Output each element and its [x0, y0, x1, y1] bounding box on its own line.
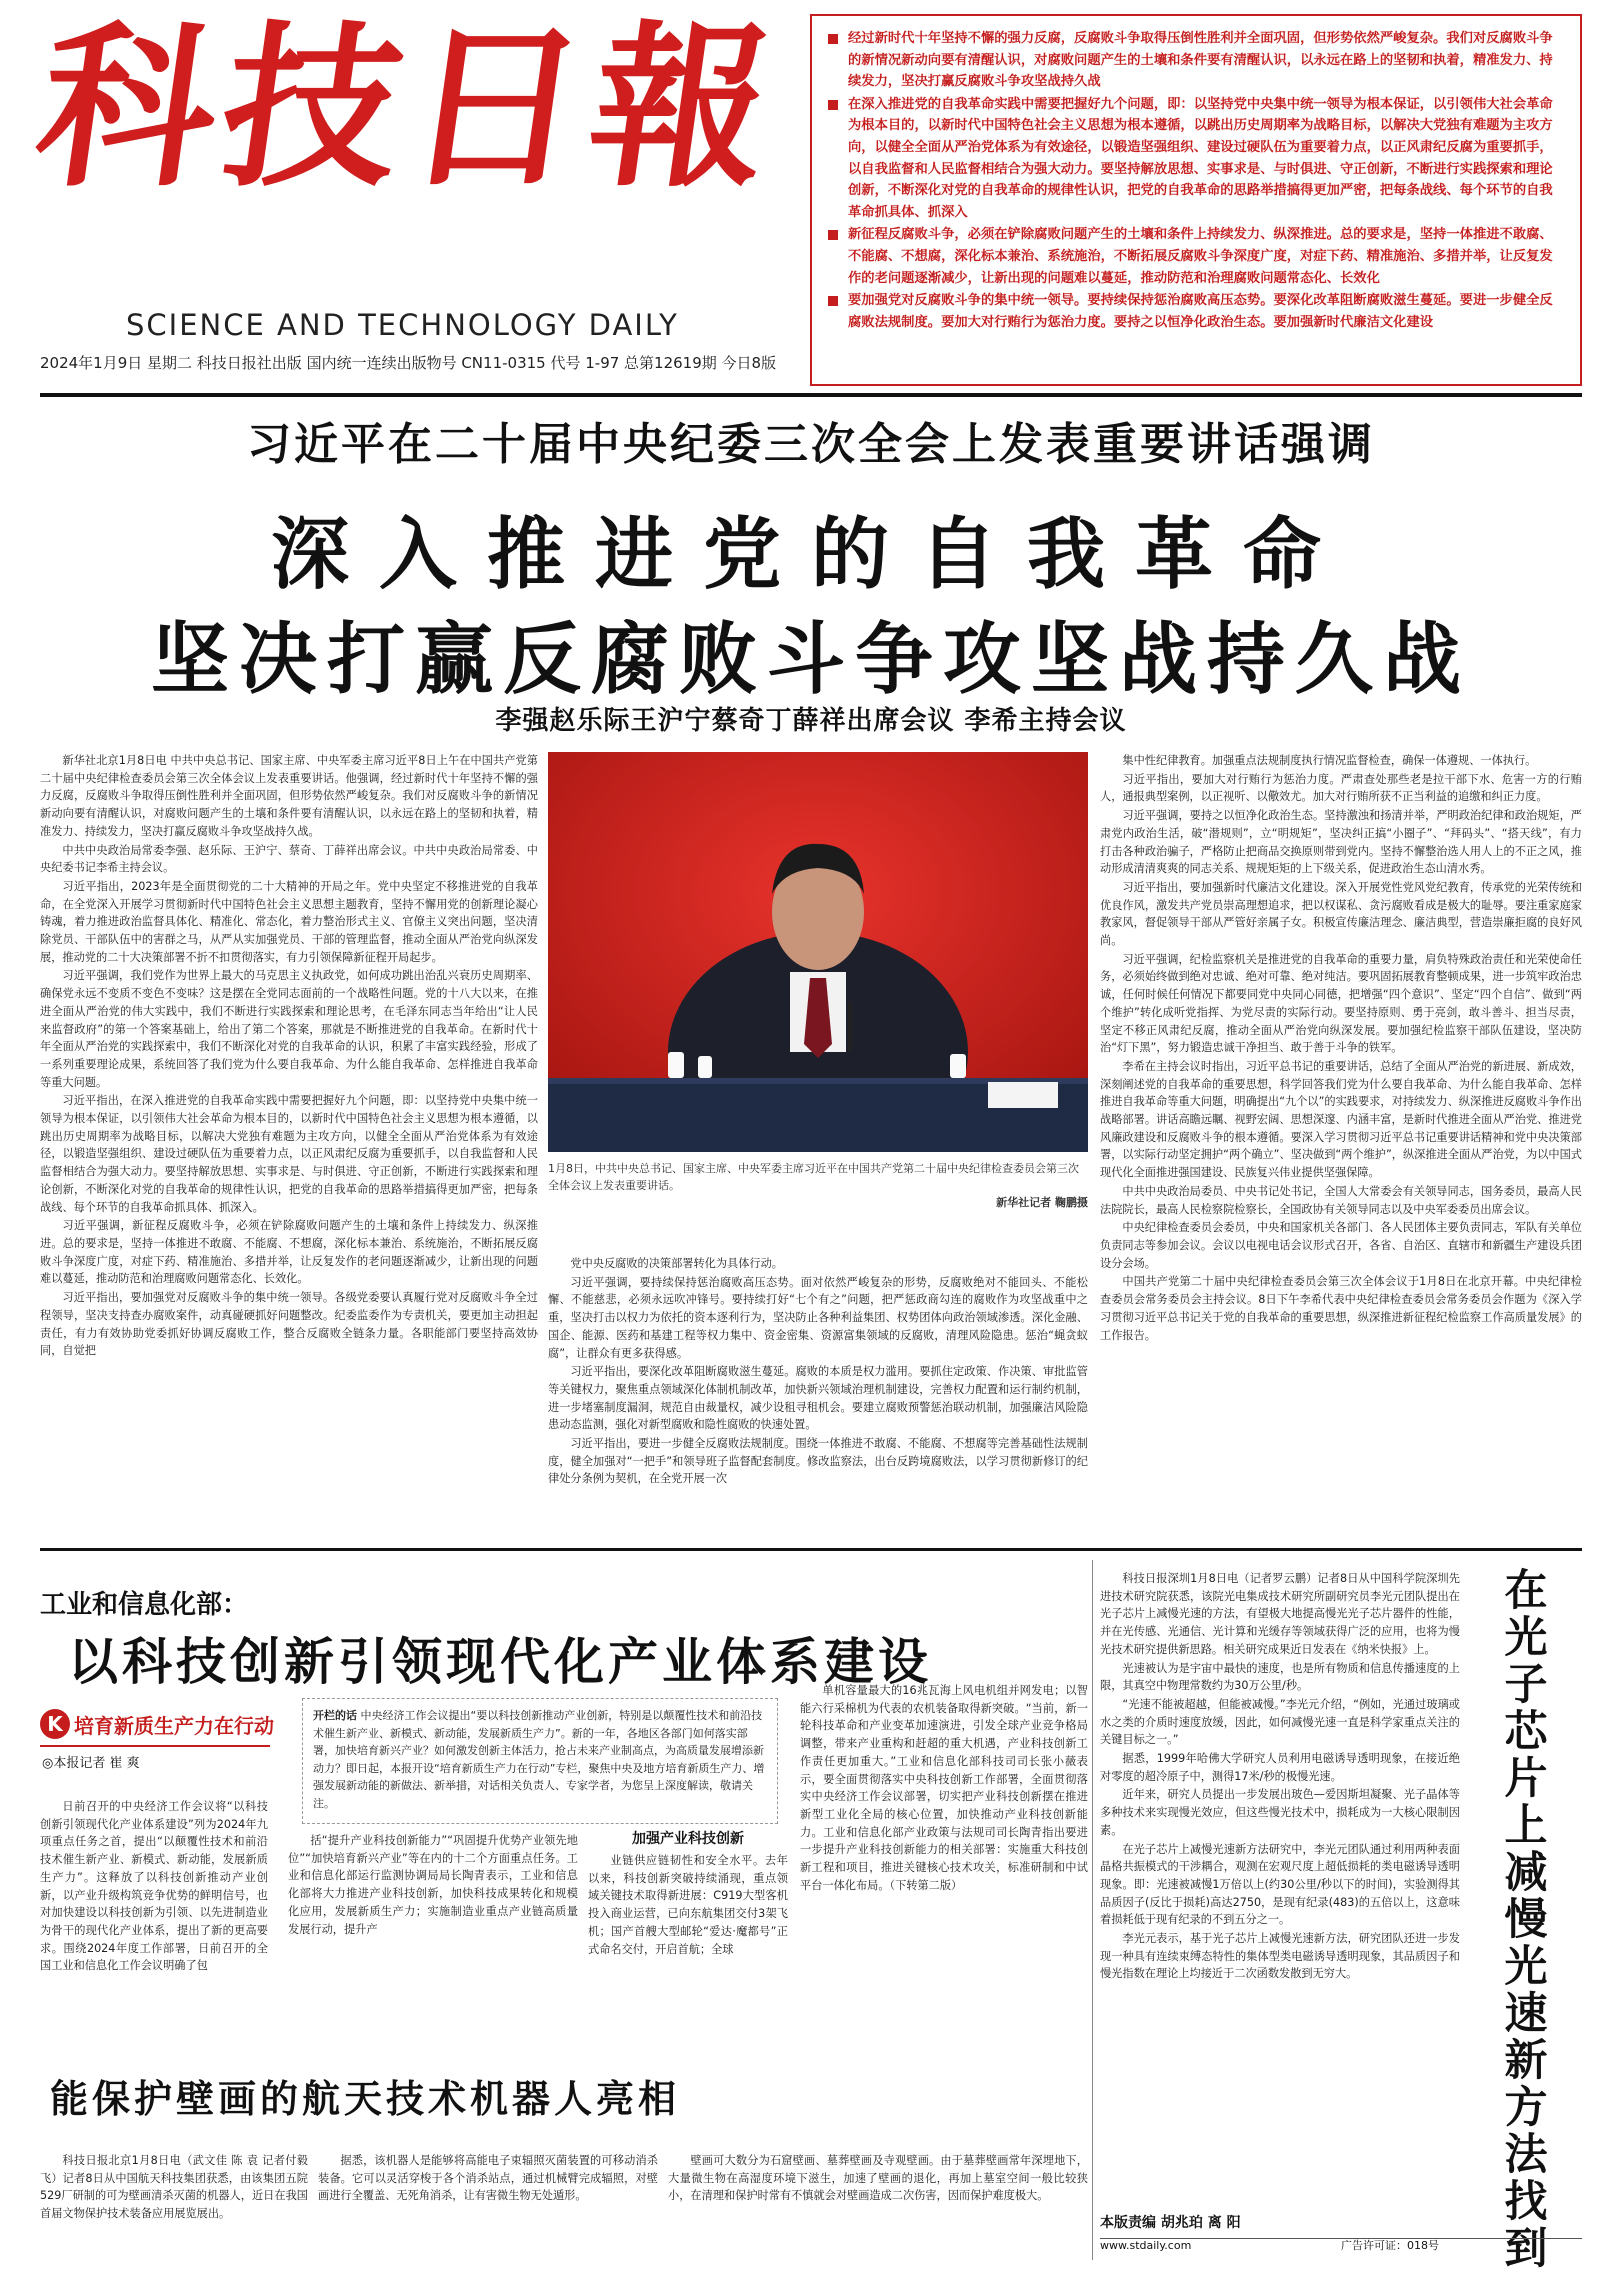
page-editor-credit: 本版责编 胡兆珀 离 阳 [1100, 2215, 1241, 2231]
paragraph: 习近平指出，要加强新时代廉洁文化建设。深入开展党性党风党纪教育，传承党的光荣传统和优良作风，激发共产党员崇高理想追求，把以权谋私、贪污腐败看成是极大的耻辱。要注重家庭家教家风，督促领导干部从严管好亲属子女。积极宣传廉洁理念、廉洁典型，营造崇廉拒腐的良好风尚。 [1100, 880, 1582, 948]
headline-char: 找 [1504, 2177, 1548, 2227]
column-tag-text: 培育新质生产力在行动 [74, 1713, 274, 1738]
photo-caption [548, 1160, 1088, 1252]
headline-char: 法 [1504, 2130, 1548, 2180]
headline-char: 上 [1504, 1801, 1548, 1851]
speaker-photo-illustration [548, 752, 1088, 1152]
story3-column-3 [668, 2152, 1088, 2260]
story2-kicker: 工业和信息化部： [40, 1590, 249, 1620]
paragraph: 新华社北京1月8日电 中共中央总书记、国家主席、中央军委主席习近平8日上午在中国共产党第二十届中央纪律检查委员会第三次全体会议上发表重要讲话。他强调，经过新时代十年坚持不懈的强力反腐，反腐败斗争取得压倒性胜利并全面巩固，但形势依然严峻复杂。我们对反腐败斗争的新情况新动向要有清醒认识，对腐败问题产生的土壤和条件要有清醒认识，以永远在路上的坚韧和执着，精准发力、持续发力，坚决打赢反腐败斗争攻坚战持久战。 [40, 754, 538, 838]
story4-vertical-headline [1470, 1568, 1582, 2273]
story3-column-1 [40, 2152, 308, 2260]
paragraph: 括“提升产业科技创新能力”“巩固提升优势产业领先地位”“加快培育新兴产业”等在内的十二个方面重点任务。工业和信息化部运行监测协调局局长陶青表示，工业和信息化部将大力推进产业科技创新，加快科技成果转化和规模化应用，发展新质生产力；实施制造业重点产业链高质量发展行动，提升产 [288, 1834, 578, 1936]
headline-char: 慢 [1504, 1895, 1548, 1945]
column-divider [1092, 1560, 1093, 2260]
tag-underline [40, 1745, 270, 1747]
paragraph: 据悉，该机器人是能够将高能电子束辐照灭菌装置的可移动消杀装备。它可以灵活穿梭于各个消杀站点，通过机械臂完成辐照，对壁画进行全覆盖、无死角消杀，让有害微生物无处遁形。 [318, 2154, 658, 2203]
paragraph: 业链供应链韧性和安全水平。去年以来，科技创新突破持续涌现，重点领域关键技术取得新进展：C919大型客机投入商业运营，已向东航集团交付3架飞机；国产首艘大型邮轮“爱达·魔都号”正式命名交付，开启首航；全球 [588, 1854, 788, 1956]
summary-item: 要加强党对反腐败斗争的集中统一领导。要持续保持惩治腐败高压态势。要深化改革阻断腐败滋生蔓延。要进一步健全反腐败法规制度。要加大对行贿行为惩治力度。要持之以恒净化政治生态。要加强新时代廉洁文化建设 [826, 290, 1566, 333]
summary-item: 经过新时代十年坚持不懈的强力反腐，反腐败斗争取得压倒性胜利并全面巩固，但形势依然严峻复杂。我们对反腐败斗争的新情况新动向要有清醒认识，对腐败问题产生的土壤和条件要有清醒认识，以永远在路上的坚韧和执着，精准发力、持续发力，坚决打赢反腐败斗争攻坚战持久战 [826, 28, 1566, 93]
paragraph: 单机容量最大的16兆瓦海上风电机组并网发电；以智能六行采棉机为代表的农机装备取得新突破。“当前，新一轮科技革命和产业变革加速演进，引发全球产业竞争格局调整，带来产业重构和赶超的重大机遇，产业科技创新工作责任更加重大。”工业和信息化部科技司司长张小薇表示，要全面贯彻落实中央科技创新工作部署，全面贯彻落实中央经济工作会议部署，切实把产业科技创新摆在推进新型工业化全局的核心位置，加快推动产业科技创新能力。工业和信息化部产业政策与法规司司长陶青指出要进一步提升产业科技创新能力的相关部署：实施重大科技创新工程和项目，推进关键核心技术攻关，标准研制和中试平台一体化布局。（下转第二版） [800, 1684, 1088, 1892]
footer-ad-license: 广告许可证：018号 [1341, 2239, 1439, 2252]
paragraph: 中共中央政治局常委李强、赵乐际、王沪宁、蔡奇、丁薛祥出席会议。中共中央政治局常委、中央纪委书记李希主持会议。 [40, 843, 538, 875]
story2-column-1 [40, 1798, 268, 2050]
paragraph: 据悉，1999年哈佛大学研究人员利用电磁诱导透明现象，在接近绝对零度的超冷原子中，测得17米/秒的极慢光速。 [1100, 1752, 1460, 1783]
paragraph: 习近平强调，要持续保持惩治腐败高压态势。面对依然严峻复杂的形势，反腐败绝对不能回头、不能松懈、不能慈悲，必须永远吹冲锋号。要持续打好“七个有之”问题，把严惩政商勾连的腐败作为攻坚战重中之重，坚决打击以权力为依托的资本逐利行为，坚决防止各种利益集团、权势团体向政治领域渗透。深化金融、国企、能源、医药和基建工程等权力集中、资金密集、资源富集领域的反腐败，清理风险隐患。惩治“蝇贪蚁腐”，让群众有更多获得感。 [548, 1275, 1088, 1360]
section-divider [40, 1548, 1582, 1551]
headline-char: 方 [1504, 2083, 1548, 2133]
summary-item: 在深入推进党的自我革命实践中需要把握好九个问题，即：以坚持党中央集中统一领导为根本保证，以引领伟大社会革命为根本目的，以新时代中国特色社会主义思想为根本遵循，以跳出历史周期率为战略目标，以解决大党独有难题为主攻方向，以健全全面从严治党体系为有效途径，以锻造坚强组织、建设过硬队伍为重要着力点，以正风肃纪反腐为重要抓手，以自我监督和人民监督相结合为强大动力。要坚持解放思想、实事求是、与时俱进、守正创新，不断进行实践探索和理论创新，不断深化对党的自我革命的规律性认识，把党的自我革命的思路举措搞得更加严密，把每条战线、每个环节的自我革命抓具体、抓深入 [826, 94, 1566, 224]
paragraph: 习近平指出，要加大对行贿行为惩治力度。严肃查处那些老是拉干部下水、危害一方的行贿人，通报典型案例，以正视听、以儆效尤。加大对行贿所获不正当利益的追缴和纠正力度。 [1100, 772, 1582, 804]
lead-column-1 [40, 752, 538, 1530]
paragraph: 中共中央政治局委员、中央书记处书记，全国人大常委会有关领导同志，国务委员，最高人民法院院长，最高人民检察院检察长，全国政协有关领导同志以及中央军委委员出席会议。 [1100, 1184, 1582, 1216]
story2-column-3 [588, 1852, 788, 2050]
headline-char: 子 [1504, 1660, 1548, 1710]
paragraph: 习近平强调，我们党作为世界上最大的马克思主义执政党，如何成功跳出治乱兴衰历史周期率、确保党永远不变质不变色不变味？这是摆在全党同志面前的一个战略性问题。党的十八大以来，在推进全面从严治党的伟大实践中，我们不断进行实践探索和理论思考，在毛泽东同志当年给出“让人民来监督政府”的第一个答案基础上，给出了第二个答案，那就是不断推进党的自我革命。在新时代十年全面从严治党的实践探索中，我们不断深化对党的自我革命的认识，积累了丰富实践经验，形成了一系列重要理论成果，系统回答了我们党为什么要自我革命、为什么能自我革命、怎样推进自我革命等重大问题。 [40, 969, 538, 1089]
summary-item: 新征程反腐败斗争，必须在铲除腐败问题产生的土壤和条件上持续发力、纵深推进。总的要求是，坚持一体推进不敢腐、不能腐、不想腐，深化标本兼治、系统施治，不断拓展反腐败斗争深度广度，对症下药、精准施治、多措并举，让反复发作的老问题逐渐减少，让新出现的问题难以蔓延，推动防范和治理腐败问题常态化、长效化 [826, 224, 1566, 289]
paragraph: 党中央反腐败的决策部署转化为具体行动。 [570, 1257, 783, 1270]
paragraph: 中国共产党第二十届中央纪律检查委员会第三次全体会议于1月8日在北京开幕。中央纪律检查委员会常务委员会主持会议。8日下午李希代表中央纪律检查委员会常务委员会作题为《深入学习贯彻习近平总书记关于党的自我革命的重要思想，纵深推进新征程纪检监察工作高质量发展》的工作报告。 [1100, 1275, 1582, 1342]
footer-info [1100, 2238, 1582, 2269]
english-title: SCIENCE AND TECHNOLOGY DAILY [126, 308, 679, 342]
paragraph: 科技日报北京1月8日电（武文佳 陈 袁 记者付毅飞）记者8日从中国航天科技集团获悉，由该集团五院529厂研制的可为壁画清杀灭菌的机器人，近日在我国首届文物保护技术装备应用展览展出。 [40, 2154, 308, 2221]
paragraph: “光速不能被超越，但能被减慢。”李光元介绍，“例如，光通过玻璃或水之类的介质时速度放缓，因此，如何减慢光速一直是科学家重点关注的关键目标之一。” [1100, 1697, 1460, 1747]
paragraph: 习近平强调，要持之以恒净化政治生态。坚持激浊和扬清并举，严明政治纪律和政治规矩，严肃党内政治生活，破“潜规则”，立“明规矩”，坚决纠正搞“小圈子”、“拜码头”、“搭天线”，有力打击各种政治骗子，严格防止把商品交换原则带到党内。坚持不懈整治选人用人上的不正之风，推动形成清清爽爽的同志关系、规规矩矩的上下级关系，促进政治生态山清水秀。 [1100, 809, 1582, 876]
story2-column-4 [800, 1682, 1088, 2052]
paragraph: 习近平强调，新征程反腐败斗争，必须在铲除腐败问题产生的土壤和条件上持续发力、纵深推进。总的要求是，坚持一体推进不敢腐、不能腐、不想腐，深化标本兼治、系统施治，不断拓展反腐败斗争深度广度，对症下药、精准施治、多措并举，让反复发作的老问题逐渐减少，让新出现的问题难以蔓延，推动防范和治理腐败问题常态化、长效化。 [40, 1219, 538, 1286]
headline-char: 新 [1504, 2036, 1548, 2086]
paragraph: 集中性纪律教育。加强重点法规制度执行情况监督检查，确保一体遵规、一体执行。 [1122, 754, 1537, 767]
paragraph: 李希在主持会议时指出，习近平总书记的重要讲话，总结了全面从严治党的新进展、新成效，深刻阐述党的自我革命的重要思想，科学回答我们党为什么要自我革命、为什么能自我革命、怎样推进自我革命等重大问题，明确提出“九个以”的实践要求，对持续发力、纵深推进反腐败斗争作出战略部署。讲话高瞻远瞩、视野宏阔、思想深邃、内涵丰富，是新时代推进全面从严治党、推进党风廉政建设和反腐败斗争的根本遵循。要深入学习贯彻习近平总书记重要讲话精神和党中央决策部署，以实际行动坚定拥护“两个确立”、坚决做到“两个维护”，纵深推进全面从严治党，为以中国式现代化全面推进强国建设、民族复兴伟业提供坚强保障。 [1100, 1059, 1582, 1180]
lead-headline-2: 坚决打赢反腐败斗争攻坚战持久战 [150, 615, 1471, 705]
lead-column-3 [1100, 752, 1582, 1534]
paragraph: 习近平指出，在深入推进党的自我革命实践中需要把握好九个问题，即：以坚持党中央集中统一领导为根本保证，以引领伟大社会革命为根本目的，以新时代中国特色社会主义思想为根本遵循，以跳出历史周期率为战略目标，以解决大党独有难题为主攻方向，以健全全面从严治党体系为有效途径，以锻造坚强组织、建设过硬队伍为重要着力点，以正风肃纪反腐为重要抓手，以自我监督和人民监督相结合为强大动力。要坚持解放思想、实事求是、与时俱进、守正创新，不断进行实践探索和理论创新，不断深化对党的自我革命的规律性认识，把党的自我革命的思路举措搞得更加严密，把每条战线、每个环节的自我革命抓具体、抓深入。 [40, 1094, 538, 1214]
lead-headline-1: 深入推进党的自我革命 [270, 510, 1351, 600]
k-badge-icon: K [40, 1709, 70, 1739]
headline-char: 速 [1504, 1989, 1548, 2039]
lead-kicker: 习近平在二十届中央纪委三次全会上发表重要讲话强调 [247, 419, 1375, 470]
story2-subsection-title: 加强产业科技创新 [632, 1831, 744, 1847]
issue-meta: 2024年1月9日 星期二 科技日报社出版 国内统一连续出版物号 CN11-0315 代号 1-97 总第12619期 今日8版 [40, 354, 777, 372]
paragraph: 在光子芯片上减慢光速新方法研究中，李光元团队通过利用两种表面晶格共振模式的干涉耦合，观测在宏观尺度上超低损耗的类电磁诱导透明现象。即：光速被减慢1万倍以上(约30公里/秒以下的时间)，实验测得其品质因子(反比于损耗)高达2750，是现有纪录(483)的五倍以上，这意味着损耗低于现有纪录的不到五分之一。 [1100, 1842, 1460, 1927]
story3-column-2 [318, 2152, 658, 2260]
story2-column-2 [288, 1832, 578, 2050]
lead-subhead: 李强赵乐际王沪宁蔡奇丁薛祥出席会议 李希主持会议 [495, 706, 1127, 736]
paragraph: 中央纪律检查委员会委员，中央和国家机关各部门、各人民团体主要负责同志，军队有关单位负责同志等参加会议。会议以电视电话会议形式召开，各省、自治区、直辖市和新疆生产建设兵团设分会场。 [1100, 1221, 1582, 1270]
headline-char: 光 [1504, 1613, 1548, 1663]
masthead-rule [40, 393, 1582, 397]
headline-char: 到 [1504, 2224, 1548, 2274]
story4-body [1100, 1570, 1460, 2210]
masthead-logo [25, 4, 791, 211]
paragraph: 壁画可大数分为石窟壁画、墓葬壁画及寺观壁画。由于墓葬壁画常年深埋地下，大量微生物在高湿度环境下滋生，加速了壁画的退化，再加上墓室空间一般比较狭小，在清理和保护时常有不慎就会对壁画造成二次伤害，因而保护难度极大。 [668, 2154, 1088, 2203]
footer-website[interactable]: www.stdaily.com [1100, 2239, 1192, 2252]
summary-box [810, 14, 1582, 386]
headline-char: 光 [1504, 1942, 1548, 1992]
paragraph: 日前召开的中央经济工作会议将“以科技创新引领现代化产业体系建设”列为2024年九项重点任务之首，提出“以颠覆性技术和前沿技术催生新产业、新模式、新动能，发展新质生产力”。这释放了以科技创新推动产业创新，以产业升级构筑竞争优势的鲜明信号，也对加快建设以科技创新为引领、以先进制造业为骨干的现代化产业体系，提出了新的更高要求。围绕2024年度工作部署，日前召开的全国工业和信息化工作会议明确了包 [40, 1800, 268, 1973]
photo-credit: 新华社记者 鞠鹏摄 [996, 1196, 1088, 1209]
paragraph: 近年来，研究人员提出一步发展出玻色—爱因斯坦凝聚、光子晶体等多种技术来实现慢光效应，但这些慢光技术中，损耗成为一大核心限制因素。 [1100, 1788, 1460, 1837]
column-tag [40, 1707, 274, 1741]
paragraph: 习近平强调，纪检监察机关是推进党的自我革命的重要力量，肩负特殊政治责任和光荣使命任务，必须始终做到绝对忠诚、绝对可靠、绝对纯洁。要巩固拓展教育整顿成果，进一步筑牢政治忠诚，任何时候任何情况下都要同党中央同心同德，把增强“四个意识”、坚定“四个自信”、做到“两个维护”转化成听党指挥、为党尽责的实际行动。要坚持原则、勇于亮剑，敢斗善斗、担当尽责，坚定不移正风肃纪反腐，推动全面从严治党向纵深发展。要加强纪检监察干部队伍建设，坚决防治“灯下黑”，努力锻造忠诚干净担当、敢于善于斗争的铁军。 [1100, 952, 1582, 1055]
story3-headline: 能保护壁画的航天技术机器人亮相 [50, 2077, 681, 2121]
column-opener-box [302, 1698, 778, 1824]
paragraph: 科技日报深圳1月8日电（记者罗云鹏）记者8日从中国科学院深圳先进技术研究院获悉，该院光电集成技术研究所副研究员李光元团队提出在光子芯片上减慢光速的方法，有望极大地提高慢光光子芯片器件的性能，并在光传感、光通信、光计算和光缓存等领域获得广泛的应用，也将为慢光技术研究提供新思路。相关研究成果近日发表在《纳米快报》上。 [1100, 1572, 1460, 1656]
headline-char: 减 [1504, 1848, 1548, 1898]
paragraph: 习近平指出，2023年是全面贯彻党的二十大精神的开局之年。党中央坚定不移推进党的自我革命，在全党深入开展学习贯彻新时代中国特色社会主义思想主题教育，坚持不懈用党的创新理论凝心铸魂，着力推进政治监督具体化、精准化、常态化，着力整治形式主义、官僚主义突出问题，坚决清除党员、干部队伍中的害群之马，从严从实加强党员、干部的管理监督，推动全面从严治党向纵深发展，推动党的二十大决策部署不折不扣贯彻落实，有力引领保障新征程开局起步。 [40, 879, 538, 964]
opener-label: 开栏的话 [313, 1709, 357, 1722]
paragraph: 习近平指出，要加强党对反腐败斗争的集中统一领导。各级党委要认真履行党对反腐败斗争全过程领导，坚决支持查办腐败案件，动真碰硬抓好问题整改。纪委监委作为专责机关，要更加主动担起责任，有力有效协助党委抓好协调反腐败工作，整合反腐败全链条力量。各职能部门要坚持高效协同，自觉把 [40, 1291, 538, 1358]
headline-char: 在 [1504, 1566, 1548, 1616]
paragraph: 习近平指出，要深化改革阻断腐败滋生蔓延。腐败的本质是权力滥用。要抓住定政策、作决策、审批监管等关键权力，聚焦重点领域深化体制机制改革，加快新兴领域治理机制建设，完善权力配置和运行制约机制，进一步堵塞制度漏洞，规范自由裁量权，减少设租寻租机会。要建立腐败预警惩治联动机制，加强廉洁风险隐患动态监测，强化对新型腐败和隐性腐败的快速处置。 [548, 1365, 1088, 1432]
lead-photo [548, 752, 1088, 1152]
headline-char: 芯 [1504, 1707, 1548, 1757]
paragraph: 习近平指出，要进一步健全反腐败法规制度。围绕一体推进不敢腐、不能腐、不想腐等完善基础性法规制度，健全加强对“一把手”和领导班子监督配套制度。修改监察法，出台反跨境腐败法，以学习贯彻新修订的纪律处分条例为契机，在全党开展一次 [548, 1437, 1088, 1486]
opener-text: 中央经济工作会议提出“要以科技创新推动产业创新，特别是以颠覆性技术和前沿技术催生新产业、新模式、新动能，发展新质生产力”。新的一年，各地区各部门如何落实部署，加快培育新兴产业？如何激发创新主体活力，抢占未来产业制高点，为高质量发展增添新动力？即日起，本报开设“培育新质生产力在行动”专栏，聚焦中央及地方培育新质生产力、增强发展新动能的新做法、新举措，对话相关负责人、专家学者，为您呈上深度解读，敬请关注。 [313, 1709, 765, 1810]
paragraph: 李光元表示，基于光子芯片上减慢光速新方法，研究团队还进一步发现一种具有连续束缚态特性的集体型类电磁诱导透明现象，其品质因子和慢光指数在理论上均接近于二次函数发散到无穷大。 [1100, 1932, 1460, 1981]
story2-byline: ◎本报记者 崔 爽 [42, 1756, 140, 1771]
lead-column-2 [548, 1255, 1088, 1533]
logo-text: 科技日報 [25, 4, 791, 211]
headline-char: 片 [1504, 1754, 1548, 1804]
paragraph: 光速被认为是宇宙中最快的速度，也是所有物质和信息传播速度的上限，其真空中物理常数约为30万公里/秒。 [1100, 1661, 1460, 1693]
story2-headline: 以科技创新引领现代化产业体系建设 [68, 1633, 932, 1691]
caption-text: 1月8日，中共中央总书记、国家主席、中央军委主席习近平在中国共产党第二十届中央纪律检查委员会第三次全体会议上发表重要讲话。 [548, 1162, 1079, 1192]
